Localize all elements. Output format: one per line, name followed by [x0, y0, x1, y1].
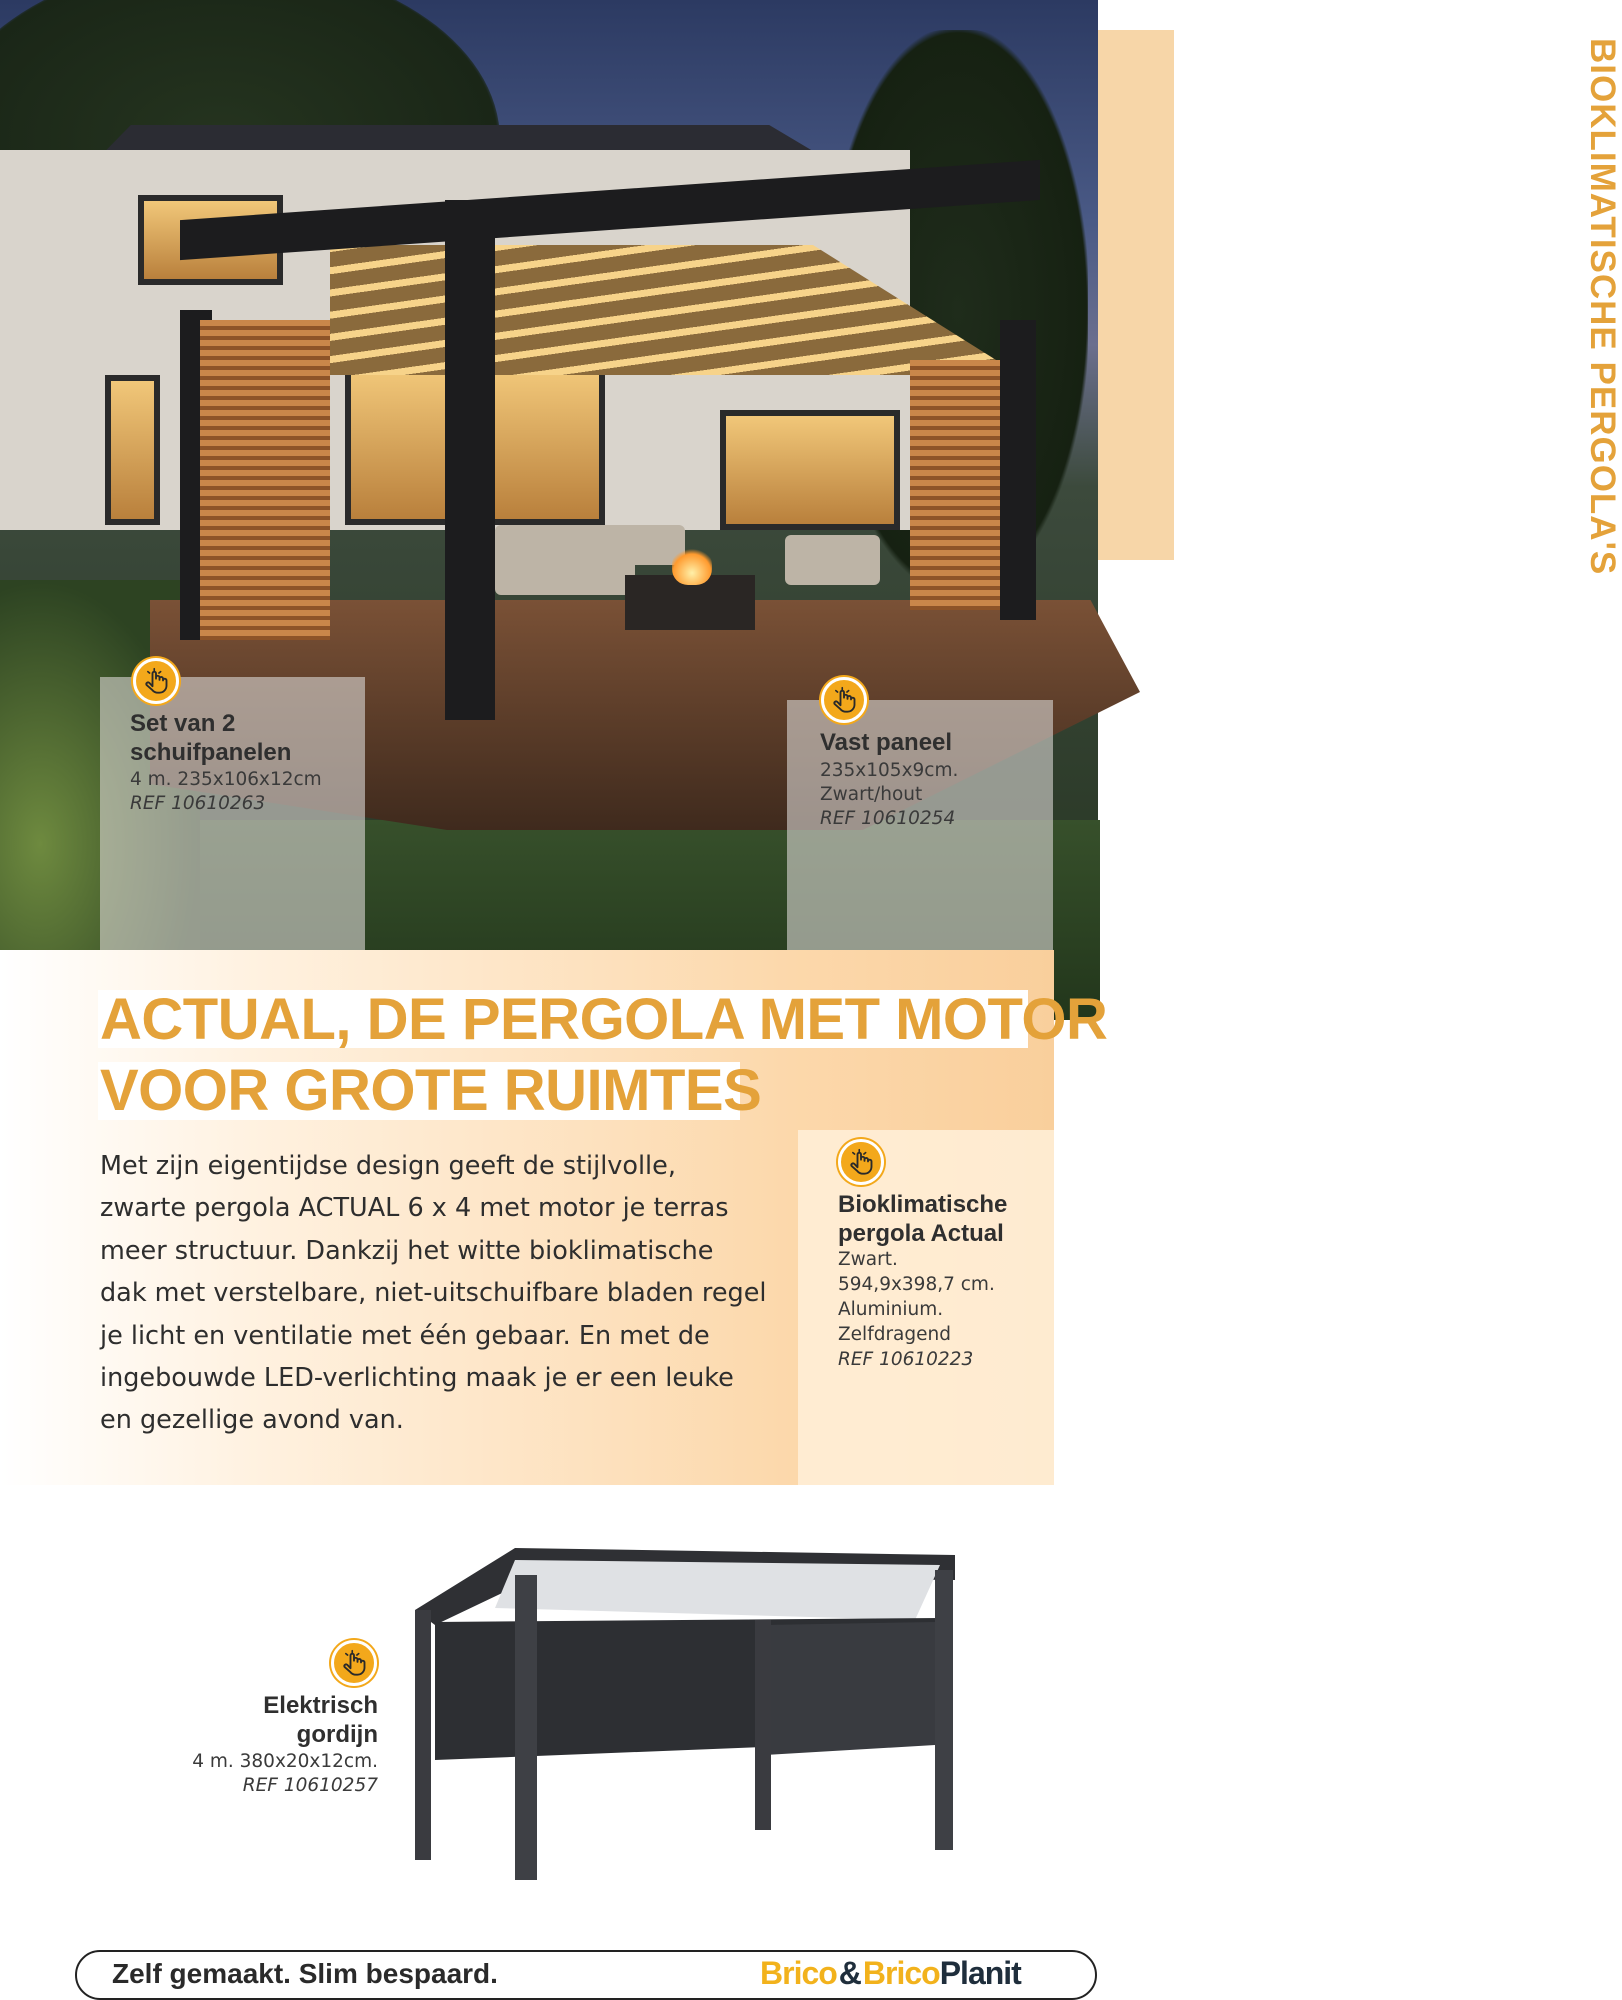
product-ref: REF 10610263: [130, 793, 266, 814]
body-line: en gezellige avond van.: [100, 1405, 404, 1436]
product-title: Set van 2: [130, 710, 236, 737]
product-color: Zwart/hout: [820, 784, 923, 805]
product-color: Zwart.: [838, 1249, 898, 1270]
product-feature: Zelfdragend: [838, 1324, 951, 1345]
category-side-banner: [1098, 30, 1622, 576]
product-ref: REF 10610223: [838, 1349, 974, 1370]
product-title: Bioklimatische: [838, 1191, 1008, 1218]
hotspot-pergola-actual[interactable]: [838, 1139, 884, 1185]
hand-tap-icon: [847, 1148, 875, 1176]
body-line: Met zijn eigentijdse design geeft de stijlvolle,: [100, 1151, 676, 1181]
logo-brico-2: Brico: [862, 1955, 940, 1991]
footer-slogan: Zelf gemaakt. Slim bespaard.: [112, 1958, 498, 1989]
house-window: [105, 375, 160, 525]
hand-tap-icon: [830, 686, 858, 714]
product-title: gordijn: [296, 1721, 378, 1748]
product-size: 4 m. 235x106x12cm: [130, 769, 322, 790]
pergola-product-image: [395, 1530, 1035, 1880]
wood-sliding-panel: [200, 320, 330, 640]
house-window: [720, 410, 900, 530]
pergola-post: [415, 1610, 431, 1860]
pergola-louvre-roof: [495, 1560, 940, 1620]
product-title: Elektrisch: [263, 1692, 378, 1719]
product-ref: REF 10610254: [820, 808, 956, 829]
category-label: BIOKLIMATISCHE PERGOLA'S: [1583, 38, 1622, 576]
headline-line-2: VOOR GROTE RUIMTES: [100, 1058, 762, 1123]
logo-brico: Brico: [760, 1955, 837, 1991]
product-ref: REF 10610257: [242, 1775, 378, 1796]
pergola-post: [755, 1620, 771, 1830]
body-paragraph: [100, 1145, 790, 1442]
wood-fixed-panel: [910, 360, 1000, 610]
headline-line-1: ACTUAL, DE PERGOLA MET MOTOR: [100, 987, 1108, 1052]
product-material: Aluminium.: [838, 1299, 944, 1320]
logo-planit: Planit: [939, 1955, 1021, 1991]
body-line: dak met verstelbare, niet-uitschuifbare bladen regel: [100, 1278, 767, 1309]
product-title: Vast paneel: [820, 729, 953, 756]
pergola-post: [1000, 320, 1036, 620]
hotspot-gordijn[interactable]: [331, 1640, 377, 1686]
hotspot-vast-paneel[interactable]: [821, 677, 867, 723]
body-line: zwarte pergola ACTUAL 6 x 4 met motor je terras: [100, 1193, 729, 1224]
lounge-sofa: [555, 525, 685, 565]
product-title: schuifpanelen: [130, 739, 292, 766]
product-size: 235x105x9cm.: [820, 760, 959, 781]
product-size: 594,9x398,7 cm.: [838, 1274, 995, 1295]
body-line: ingebouwde LED-verlichting maak je er een leuke: [100, 1363, 734, 1394]
brico-planit-logo[interactable]: [760, 1955, 1021, 1992]
hotspot-schuifpanelen[interactable]: [133, 658, 179, 704]
fire-flame: [672, 545, 712, 585]
logo-ampersand: &: [838, 1955, 861, 1991]
pergola-post: [935, 1570, 953, 1850]
pergola-side-curtain: [765, 1622, 935, 1755]
hand-tap-icon: [340, 1649, 368, 1677]
pergola-post: [515, 1575, 537, 1880]
body-line: je licht en ventilatie met één gebaar. En met de: [100, 1320, 710, 1351]
hand-tap-icon: [142, 667, 170, 695]
product-title: pergola Actual: [838, 1220, 1004, 1247]
lounge-chair: [785, 535, 880, 585]
body-line: meer structuur. Dankzij het witte bioklimatische: [100, 1235, 714, 1266]
pergola-post: [445, 200, 495, 720]
product-size: 4 m. 380x20x12cm.: [192, 1751, 378, 1772]
